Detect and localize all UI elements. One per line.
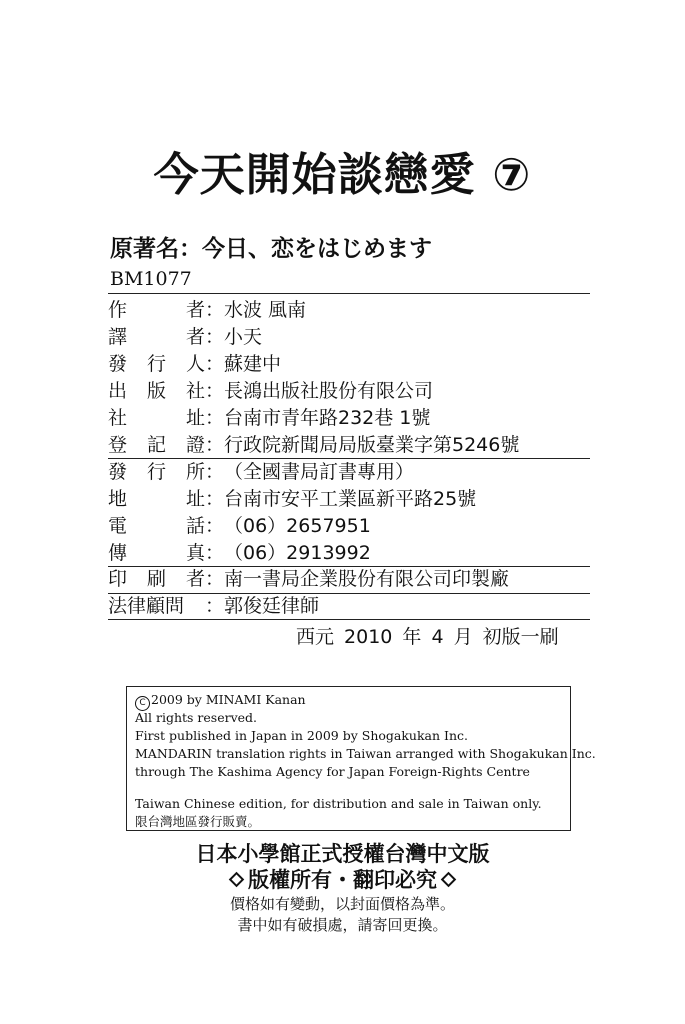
info-label-char: 人	[186, 353, 206, 375]
info-label-char: 電	[108, 515, 128, 537]
original-title: 原著名：今日、恋をはじめます	[110, 236, 432, 262]
info-label-char: 發	[108, 461, 128, 483]
divider	[108, 619, 590, 620]
info-separator: ：	[205, 488, 225, 510]
info-label-char: 地	[108, 488, 128, 510]
copyright-line: All rights reserved.	[135, 710, 258, 725]
rights-notice-text: 版權所有・翻印必究	[248, 868, 437, 892]
info-label-char: 記	[147, 434, 167, 456]
info-label-char: 址	[186, 407, 206, 429]
info-label-char: 社	[108, 407, 128, 429]
info-label-char: 發	[108, 353, 128, 375]
diamond-icon	[441, 872, 457, 888]
info-separator: ：	[205, 515, 225, 537]
info-separator: ：	[205, 326, 225, 348]
info-label-char: 譯	[108, 326, 128, 348]
info-value: 台南市安平工業區新平路25號	[224, 488, 477, 510]
copyright-line: Taiwan Chinese edition, for distribution and sale in Taiwan only.	[135, 796, 542, 811]
info-separator: ：	[205, 299, 225, 321]
info-value: 蘇建中	[224, 353, 282, 375]
info-value: 台南市青年路232巷 1號	[224, 407, 431, 429]
rights-notice	[0, 864, 685, 894]
info-label-char: 者	[186, 568, 206, 590]
info-label-char: 印	[108, 568, 128, 590]
info-label-char: 者	[186, 326, 206, 348]
copyright-line: MANDARIN translation rights in Taiwan arranged with Shogakukan Inc.	[135, 746, 596, 761]
edition-date: 西元 2010 年 4 月 初版一刷	[296, 626, 559, 648]
info-label-char: 刷	[147, 568, 167, 590]
info-value: 南一書局企業股份有限公司印製廠	[224, 568, 510, 590]
info-label-char: 出	[108, 380, 128, 402]
exchange-notice: 書中如有破損處，請寄回更換。	[237, 916, 448, 934]
info-label-char: 行	[147, 353, 167, 375]
info-label-char: 社	[186, 380, 206, 402]
info-value: 長鴻出版社股份有限公司	[224, 380, 434, 402]
book-code: BM1077	[110, 268, 192, 290]
diamond-icon	[229, 872, 245, 888]
info-label-char: 址	[186, 488, 206, 510]
info-label-char: 者	[186, 299, 206, 321]
info-label-char: 證	[186, 434, 206, 456]
info-value: 水波 風南	[224, 299, 307, 321]
info-label-char: 傳	[108, 542, 128, 564]
copyright-line: through The Kashima Agency for Japan Foreign-Rights Centre	[135, 764, 530, 779]
info-separator: ：	[205, 407, 225, 429]
info-value: 行政院新聞局局版臺業字第5246號	[224, 434, 520, 456]
info-label-char: 版	[147, 380, 167, 402]
info-separator: ：	[205, 353, 225, 375]
price-notice: 價格如有變動，以封面價格為準。	[229, 895, 455, 913]
info-label-char: 真	[186, 542, 206, 564]
info-separator: ：	[205, 595, 225, 617]
info-label-char: 所	[186, 461, 206, 483]
info-separator: ：	[205, 380, 225, 402]
divider	[108, 293, 590, 294]
info-label-char: 行	[147, 461, 167, 483]
info-label-char: 話	[186, 515, 206, 537]
info-value: 郭俊廷律師	[224, 595, 320, 617]
info-separator: ：	[205, 542, 225, 564]
info-value: 小天	[224, 326, 263, 348]
book-title: 今天開始談戀愛 ⑦	[153, 148, 532, 201]
info-value: （06）2657951	[224, 515, 371, 537]
copyright-line: 2009 by MINAMI Kanan	[151, 692, 306, 707]
info-label-char: 登	[108, 434, 128, 456]
copyright-line: First published in Japan in 2009 by Shogakukan Inc.	[135, 728, 468, 743]
info-separator: ：	[205, 461, 225, 483]
info-value: （全國書局訂書專用）	[224, 461, 415, 483]
copyright-line: 限台灣地區發行販賣。	[135, 814, 261, 829]
info-separator: ：	[205, 568, 225, 590]
copyright-icon: C	[135, 696, 150, 711]
info-label-char: 法律顧問	[108, 595, 185, 617]
info-label-char: 作	[108, 299, 128, 321]
authorization-statement: 日本小學館正式授權台灣中文版	[195, 842, 490, 866]
copyright-box	[126, 686, 596, 831]
info-separator: ：	[205, 434, 225, 456]
info-value: （06）2913992	[224, 542, 371, 564]
